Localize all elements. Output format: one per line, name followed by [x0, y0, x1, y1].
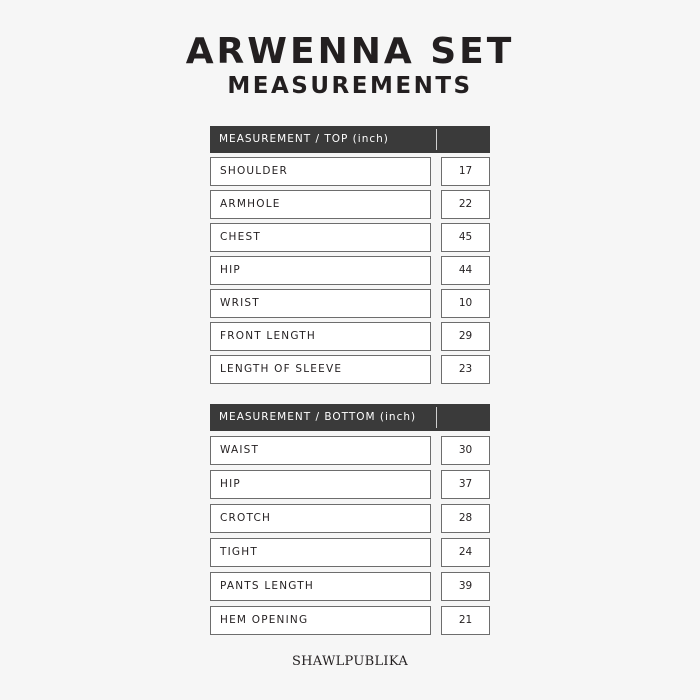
table-row — [210, 538, 490, 567]
row-label: FRONT LENGTH — [210, 322, 431, 351]
table-row — [210, 256, 490, 285]
row-value: 28 — [441, 504, 490, 533]
row-label: HIP — [210, 256, 431, 285]
row-value: 10 — [441, 289, 490, 318]
row-value: 44 — [441, 256, 490, 285]
table-row — [210, 289, 490, 318]
table-row — [210, 606, 490, 635]
row-label: HEM OPENING — [210, 606, 431, 635]
row-value: 17 — [441, 157, 490, 186]
page-title: ARWENNA SET — [185, 31, 515, 72]
row-label: PANTS LENGTH — [210, 572, 431, 601]
row-label: ARMHOLE — [210, 190, 431, 219]
table-row — [210, 504, 490, 533]
row-value: 39 — [441, 572, 490, 601]
row-value: 21 — [441, 606, 490, 635]
row-label: TIGHT — [210, 538, 431, 567]
top-table-header — [210, 126, 490, 153]
table-row — [210, 157, 490, 186]
table-row — [210, 223, 490, 252]
row-value: 30 — [441, 436, 490, 465]
bottom-measurement-table — [210, 404, 490, 635]
row-value: 29 — [441, 322, 490, 351]
table-row — [210, 436, 490, 465]
top-table-rows — [210, 157, 490, 384]
header-divider — [436, 129, 437, 150]
table-row — [210, 572, 490, 601]
row-label: HIP — [210, 470, 431, 499]
top-measurement-table — [210, 126, 490, 384]
row-label: LENGTH OF SLEEVE — [210, 355, 431, 384]
row-label: CROTCH — [210, 504, 431, 533]
table-row — [210, 190, 490, 219]
row-value: 24 — [441, 538, 490, 567]
row-value: 37 — [441, 470, 490, 499]
table-row — [210, 470, 490, 499]
row-label: WRIST — [210, 289, 431, 318]
top-table-header-label: MEASUREMENT / TOP (inch) — [219, 133, 389, 145]
row-label: SHOULDER — [210, 157, 431, 186]
table-row — [210, 322, 490, 351]
row-label: CHEST — [210, 223, 431, 252]
bottom-table-rows — [210, 436, 490, 635]
header-divider — [436, 407, 437, 428]
page-subtitle: MEASUREMENTS — [227, 73, 473, 99]
table-row — [210, 355, 490, 384]
row-label: WAIST — [210, 436, 431, 465]
bottom-table-header-label: MEASUREMENT / BOTTOM (inch) — [219, 411, 417, 423]
row-value: 22 — [441, 190, 490, 219]
brand-logo: SHAWLPUBLIKA — [291, 654, 409, 669]
bottom-table-header — [210, 404, 490, 431]
row-value: 23 — [441, 355, 490, 384]
row-value: 45 — [441, 223, 490, 252]
